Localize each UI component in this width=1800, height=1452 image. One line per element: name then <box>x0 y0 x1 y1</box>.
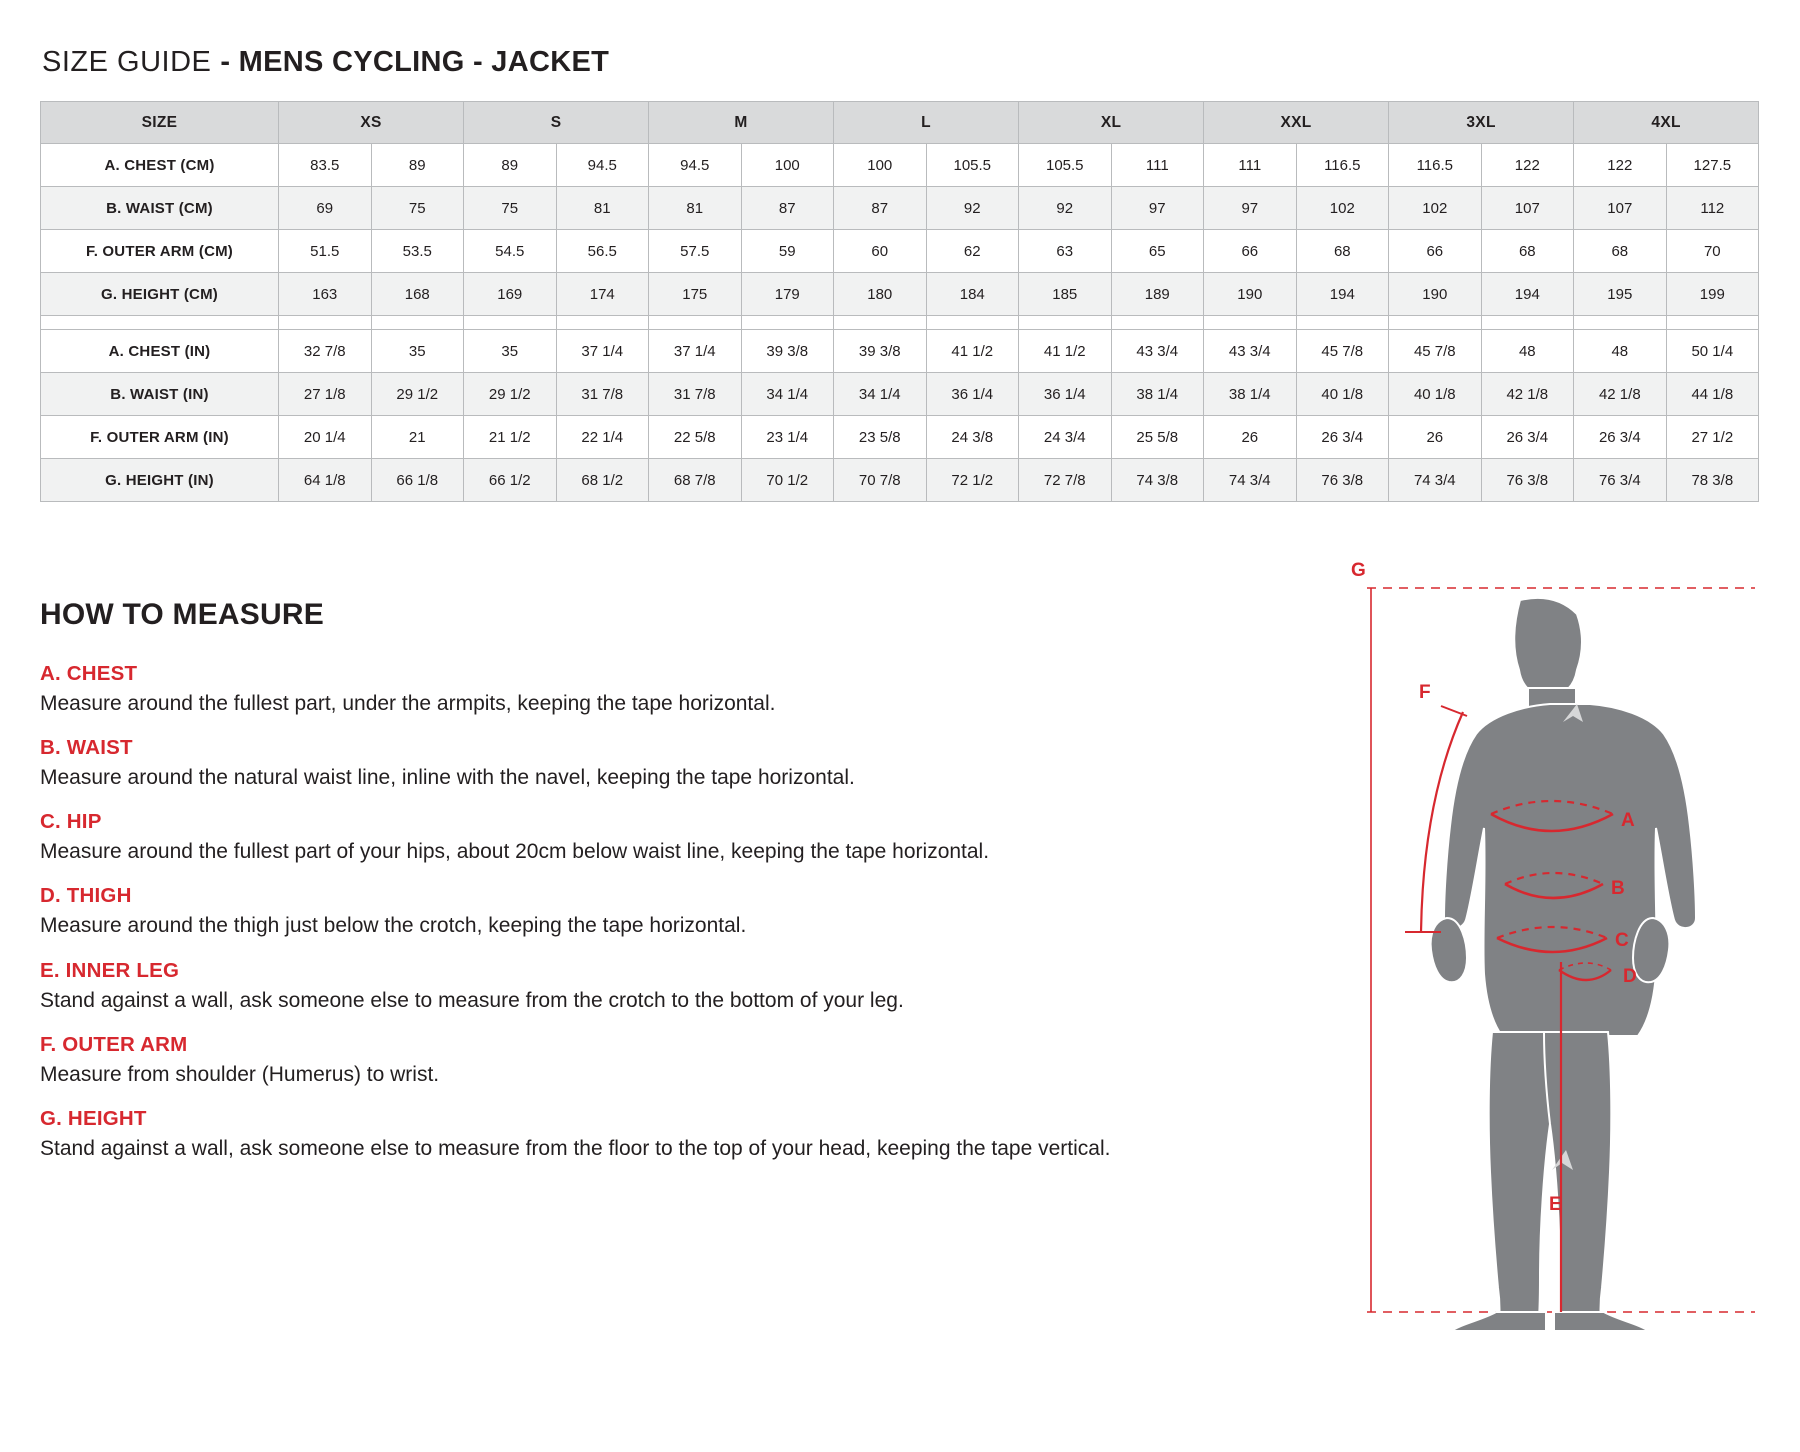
figure-label-c: C <box>1615 930 1629 951</box>
cell: 74 3/4 <box>1389 459 1482 502</box>
cell: 105.5 <box>926 144 1019 187</box>
measure-item-chest <box>40 662 1360 716</box>
cell: 60 <box>834 230 927 273</box>
measure-title: A. CHEST <box>40 662 138 685</box>
cell: 27 1/8 <box>279 373 372 416</box>
cell: 169 <box>464 273 557 316</box>
header-size-xl: XL <box>1019 102 1204 144</box>
measure-item-height <box>40 1107 1360 1161</box>
table-row <box>41 144 1759 187</box>
cell: 62 <box>926 230 1019 273</box>
table-row <box>41 459 1759 502</box>
measure-text: Measure around the natural waist line, inline with the navel, keeping the tape horizontal. <box>40 766 855 790</box>
cell: 122 <box>1481 144 1574 187</box>
measure-title: E. INNER LEG <box>40 958 180 982</box>
cell: 190 <box>1204 273 1297 316</box>
cell: 22 5/8 <box>649 416 742 459</box>
cell: 42 1/8 <box>1481 373 1574 416</box>
cell: 179 <box>741 273 834 316</box>
cell: 74 3/8 <box>1111 459 1204 502</box>
header-size-3xl: 3XL <box>1389 102 1574 144</box>
cell: 72 1/2 <box>926 459 1019 502</box>
cell: 78 3/8 <box>1666 459 1759 502</box>
measure-item-inner-leg <box>40 959 1360 1013</box>
measure-text: Measure around the fullest part of your hips, about 20cm below waist line, keeping the tape horizontal. <box>40 840 990 864</box>
cell: 53.5 <box>371 230 464 273</box>
row-label: A. CHEST (IN) <box>41 330 279 373</box>
measure-text: Stand against a wall, ask someone else to measure from the floor to the top of your head, keeping the tape vertical. <box>40 1136 1111 1160</box>
cell: 20 1/4 <box>279 416 372 459</box>
cell: 44 1/8 <box>1666 373 1759 416</box>
table-row <box>41 416 1759 459</box>
cell: 111 <box>1111 144 1204 187</box>
cell: 76 3/8 <box>1481 459 1574 502</box>
cell: 31 7/8 <box>649 373 742 416</box>
figure-label-b: B <box>1611 878 1625 899</box>
measure-title: C. HIP <box>40 810 102 834</box>
cell: 64 1/8 <box>279 459 372 502</box>
cell: 29 1/2 <box>464 373 557 416</box>
cell: 40 1/8 <box>1389 373 1482 416</box>
page-title-secondary: - MENS CYCLING - JACKET <box>220 46 610 78</box>
cell: 43 3/4 <box>1111 330 1204 373</box>
measure-item-hip <box>40 810 1360 864</box>
cell: 70 <box>1666 230 1759 273</box>
cell: 26 3/4 <box>1574 416 1667 459</box>
cell: 66 1/2 <box>464 459 557 502</box>
cell: 35 <box>464 330 557 373</box>
figure-label-a: A <box>1621 810 1635 831</box>
measure-title: G. HEIGHT <box>40 1106 147 1130</box>
cell: 45 7/8 <box>1296 330 1389 373</box>
cell: 127.5 <box>1666 144 1759 187</box>
cell: 54.5 <box>464 230 557 273</box>
cell: 83.5 <box>279 144 372 187</box>
row-label: F. OUTER ARM (IN) <box>41 416 279 459</box>
cell: 21 1/2 <box>464 416 557 459</box>
cell: 199 <box>1666 273 1759 316</box>
table-row <box>41 330 1759 373</box>
cell: 40 1/8 <box>1296 373 1389 416</box>
figure-label-g: G <box>1351 560 1366 581</box>
cell: 57.5 <box>649 230 742 273</box>
cell: 100 <box>741 144 834 187</box>
cell: 34 1/4 <box>834 373 927 416</box>
cell: 25 5/8 <box>1111 416 1204 459</box>
cell: 94.5 <box>649 144 742 187</box>
cell: 174 <box>556 273 649 316</box>
measure-item-waist <box>40 736 1360 790</box>
cell: 68 <box>1296 230 1389 273</box>
cell: 37 1/4 <box>649 330 742 373</box>
cell: 94.5 <box>556 144 649 187</box>
cell: 89 <box>464 144 557 187</box>
size-chart-table <box>40 101 1759 502</box>
cell: 38 1/4 <box>1111 373 1204 416</box>
header-size-xs: XS <box>279 102 464 144</box>
cell: 35 <box>371 330 464 373</box>
cell: 70 1/2 <box>741 459 834 502</box>
cell: 37 1/4 <box>556 330 649 373</box>
cell: 23 5/8 <box>834 416 927 459</box>
cell: 45 7/8 <box>1389 330 1482 373</box>
table-row <box>41 373 1759 416</box>
cell: 116.5 <box>1296 144 1389 187</box>
body-figure-svg <box>1345 570 1775 1330</box>
header-size-xxl: XXL <box>1204 102 1389 144</box>
cell: 66 <box>1389 230 1482 273</box>
table-row <box>41 273 1759 316</box>
cell: 29 1/2 <box>371 373 464 416</box>
cell: 68 <box>1481 230 1574 273</box>
cell: 26 <box>1389 416 1482 459</box>
measure-text: Stand against a wall, ask someone else to measure from the crotch to the bottom of your leg. <box>40 988 904 1012</box>
figure-label-f: F <box>1419 682 1431 703</box>
cell: 111 <box>1204 144 1297 187</box>
cell: 56.5 <box>556 230 649 273</box>
cell: 76 3/4 <box>1574 459 1667 502</box>
cell: 184 <box>926 273 1019 316</box>
page-title <box>42 46 1760 79</box>
cell: 92 <box>926 187 1019 230</box>
header-size-m: M <box>649 102 834 144</box>
cell: 32 7/8 <box>279 330 372 373</box>
cell: 63 <box>1019 230 1112 273</box>
cell: 50 1/4 <box>1666 330 1759 373</box>
cell: 72 7/8 <box>1019 459 1112 502</box>
measure-title: F. OUTER ARM <box>40 1032 188 1056</box>
cell: 24 3/8 <box>926 416 1019 459</box>
cell: 39 3/8 <box>741 330 834 373</box>
table-body <box>41 144 1759 502</box>
row-label: F. OUTER ARM (CM) <box>41 230 279 273</box>
measure-text: Measure around the fullest part, under the armpits, keeping the tape horizontal. <box>40 692 776 715</box>
figure-label-d: D <box>1623 966 1637 987</box>
cell: 74 3/4 <box>1204 459 1297 502</box>
cell: 68 7/8 <box>649 459 742 502</box>
table-row <box>41 230 1759 273</box>
cell: 22 1/4 <box>556 416 649 459</box>
cell: 175 <box>649 273 742 316</box>
cell: 26 <box>1204 416 1297 459</box>
measure-item-outer-arm <box>40 1033 1360 1087</box>
cell: 89 <box>371 144 464 187</box>
cell: 65 <box>1111 230 1204 273</box>
cell: 189 <box>1111 273 1204 316</box>
cell: 31 7/8 <box>556 373 649 416</box>
cell: 87 <box>834 187 927 230</box>
row-label: B. WAIST (IN) <box>41 373 279 416</box>
cell: 168 <box>371 273 464 316</box>
cell: 102 <box>1296 187 1389 230</box>
cell: 26 3/4 <box>1481 416 1574 459</box>
cell: 36 1/4 <box>1019 373 1112 416</box>
cell: 107 <box>1481 187 1574 230</box>
how-to-measure-heading: HOW TO MEASURE <box>40 598 324 631</box>
cell: 34 1/4 <box>741 373 834 416</box>
cell: 66 <box>1204 230 1297 273</box>
how-to-measure-section <box>40 598 1360 1181</box>
measure-text: Measure from shoulder (Humerus) to wrist. <box>40 1062 440 1086</box>
cell: 76 3/8 <box>1296 459 1389 502</box>
cell: 68 1/2 <box>556 459 649 502</box>
cell: 97 <box>1204 187 1297 230</box>
cell: 48 <box>1481 330 1574 373</box>
cell: 69 <box>279 187 372 230</box>
row-label: B. WAIST (CM) <box>41 187 279 230</box>
cell: 122 <box>1574 144 1667 187</box>
cell: 38 1/4 <box>1204 373 1297 416</box>
cell: 75 <box>464 187 557 230</box>
cell: 75 <box>371 187 464 230</box>
header-size-s: S <box>464 102 649 144</box>
cell: 190 <box>1389 273 1482 316</box>
table-header-row <box>41 102 1759 144</box>
table-section-gap <box>41 316 1759 330</box>
cell: 36 1/4 <box>926 373 1019 416</box>
cell: 92 <box>1019 187 1112 230</box>
cell: 26 3/4 <box>1296 416 1389 459</box>
header-size-4xl: 4XL <box>1574 102 1759 144</box>
cell: 105.5 <box>1019 144 1112 187</box>
row-label: G. HEIGHT (CM) <box>41 273 279 316</box>
figure-label-e: E <box>1549 1194 1562 1215</box>
cell: 81 <box>649 187 742 230</box>
cell: 43 3/4 <box>1204 330 1297 373</box>
cell: 70 7/8 <box>834 459 927 502</box>
cell: 39 3/8 <box>834 330 927 373</box>
cell: 107 <box>1574 187 1667 230</box>
row-label: A. CHEST (CM) <box>41 144 279 187</box>
cell: 195 <box>1574 273 1667 316</box>
cell: 24 3/4 <box>1019 416 1112 459</box>
cell: 194 <box>1296 273 1389 316</box>
cell: 42 1/8 <box>1574 373 1667 416</box>
header-size-l: L <box>834 102 1019 144</box>
cell: 23 1/4 <box>741 416 834 459</box>
cell: 163 <box>279 273 372 316</box>
measure-item-thigh <box>40 884 1360 938</box>
cell: 100 <box>834 144 927 187</box>
cell: 116.5 <box>1389 144 1482 187</box>
cell: 48 <box>1574 330 1667 373</box>
measure-title: B. WAIST <box>40 736 133 760</box>
cell: 41 1/2 <box>926 330 1019 373</box>
cell: 21 <box>371 416 464 459</box>
cell: 87 <box>741 187 834 230</box>
cell: 51.5 <box>279 230 372 273</box>
cell: 97 <box>1111 187 1204 230</box>
body-measurement-diagram <box>1345 560 1775 1330</box>
cell: 102 <box>1389 187 1482 230</box>
cell: 194 <box>1481 273 1574 316</box>
header-size: SIZE <box>41 102 279 144</box>
row-label: G. HEIGHT (IN) <box>41 459 279 502</box>
cell: 180 <box>834 273 927 316</box>
measure-text: Measure around the thigh just below the crotch, keeping the tape horizontal. <box>40 914 747 938</box>
page-title-primary: SIZE GUIDE <box>42 46 212 78</box>
cell: 81 <box>556 187 649 230</box>
cell: 59 <box>741 230 834 273</box>
cell: 112 <box>1666 187 1759 230</box>
cell: 68 <box>1574 230 1667 273</box>
table-row <box>41 187 1759 230</box>
cell: 27 1/2 <box>1666 416 1759 459</box>
measure-title: D. THIGH <box>40 884 132 908</box>
cell: 66 1/8 <box>371 459 464 502</box>
cell: 41 1/2 <box>1019 330 1112 373</box>
cell: 185 <box>1019 273 1112 316</box>
